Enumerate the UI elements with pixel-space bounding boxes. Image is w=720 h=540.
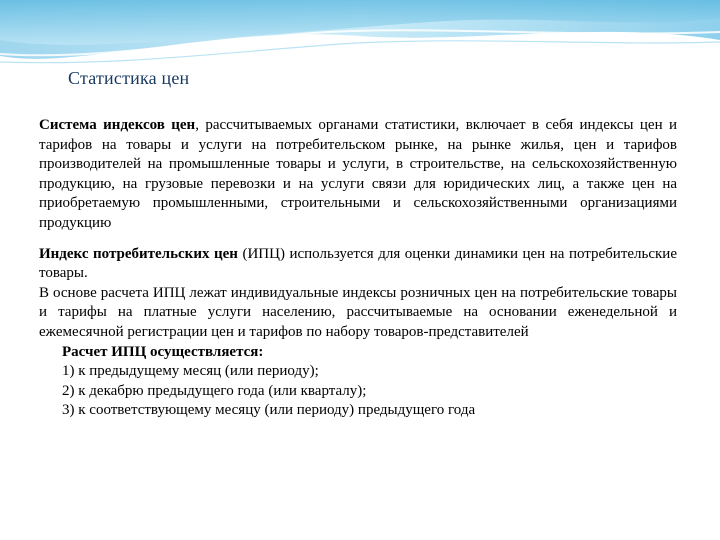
cpi-calculation-item: 2) к декабрю предыдущего года (или кварталу); [62,382,367,399]
paragraph-cpi-definition [39,245,677,284]
term-cpi: Индекс потребительских цен [39,245,238,262]
slide-title: Статистика цен [68,68,190,88]
paragraph-cpi-definition-text: (ИПЦ) используется для оценки динамики цен на потребительские товары. [39,245,677,282]
header-wave-decoration [0,0,720,120]
term-price-index-system: Система индексов цен [39,117,196,133]
cpi-calculation-heading: Расчет ИПЦ осуществляется: [62,343,264,360]
paragraph-price-index-system-text: , рассчитываемых органами статистики, включает в себя индексы цен и тарифов на товары и услуги на потребительском рынке, на рынке жилья, цен и тарифов производителей на промышленные товары и услуги, в строительстве, на сельскохозяйственную продукцию, на грузовые перевозки и на услуги связи для юридических лиц, а также цен на приобретаемую промышленными, строительными и сельскохозяйственными организациями продукцию [39,117,678,231]
paragraph-price-index-system [39,116,677,234]
slide-body [39,116,677,421]
cpi-calculation-item: 1) к предыдущему месяц (или периоду); [62,363,319,380]
paragraph-cpi-basis: В основе расчета ИПЦ лежат индивидуальные индексы розничных цен на потребительские товары и тарифы на платные услуги населению, рассчитываемые на основании еженедельной и ежемесячной регистрации цен и тарифов по набору товаров-представителей [39,284,677,340]
cpi-calculation-item: 3) к соответствующему месяцу (или периоду) предыдущего года [62,402,476,419]
